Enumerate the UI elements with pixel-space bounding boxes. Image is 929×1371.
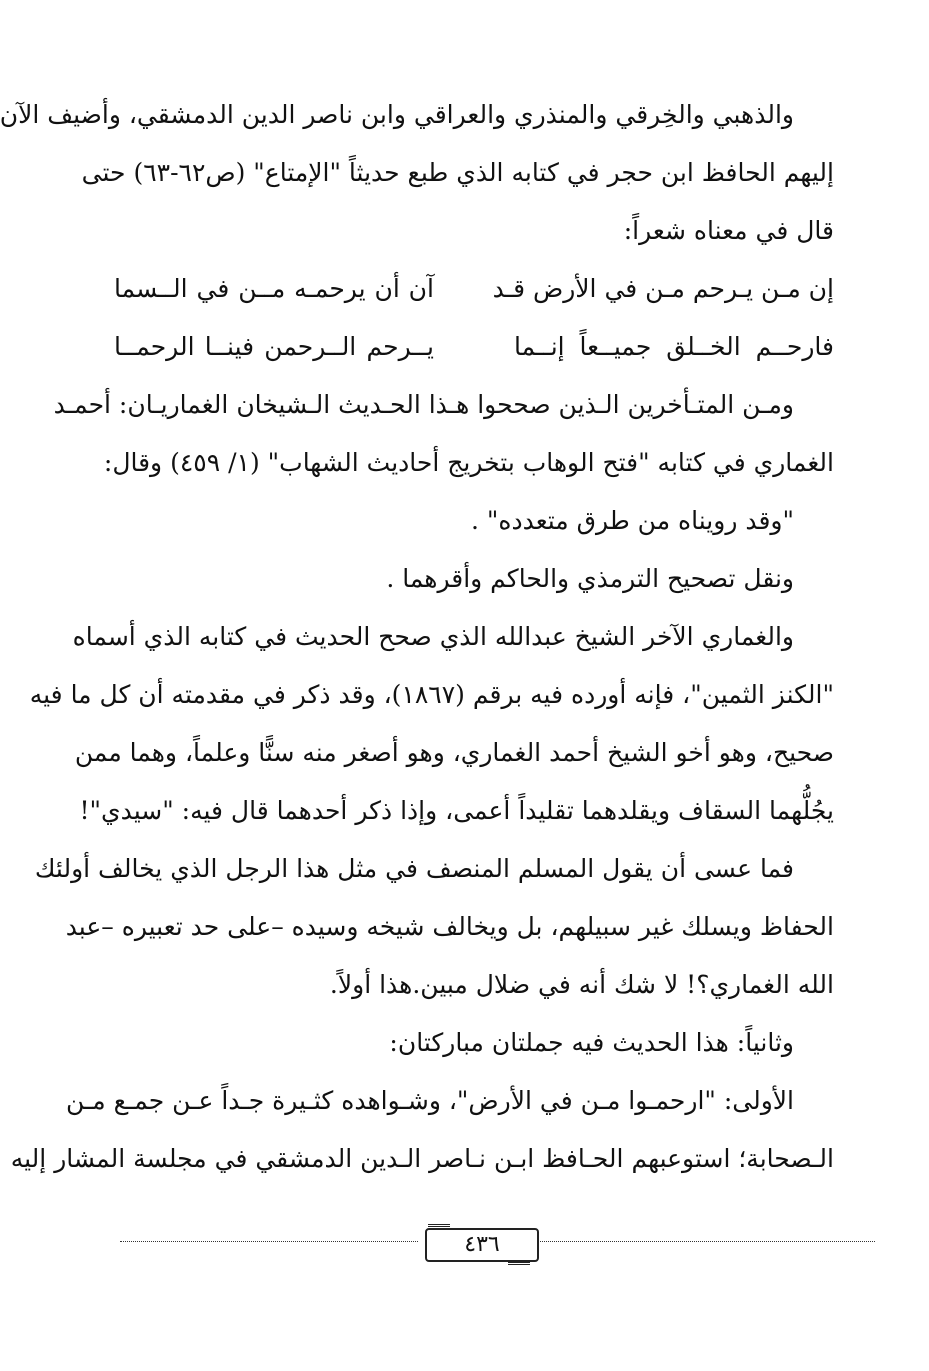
text-line: فما عسى أن يقول المسلم المنصف في مثل هذا الرجل الذي يخالف أولئك [34, 854, 794, 883]
text-line: إليهم الحافظ ابن حجر في كتابه الذي طبع حديثاً "الإمتاع" (ص٦٢-٦٣) حتى [81, 158, 834, 187]
verse-hemistich-left: يــرحم الــرحمن فينــا الرحمــا [114, 332, 434, 361]
page-number: ٤٣٦ [425, 1228, 539, 1262]
poem-verse [114, 332, 834, 390]
page-footer [120, 1228, 875, 1268]
text-line: الأولى: "ارحمـوا مـن في الأرض"، وشـواهده كثـيرة جـداً عـن جمـع مـن [65, 1086, 794, 1115]
text-line: الله الغماري؟! لا شك أنه في ضلال مبين.هذا أولاً. [329, 970, 834, 999]
footer-dotted-rule [540, 1241, 875, 1242]
page-body [0, 100, 834, 1202]
poem-verse [114, 274, 834, 332]
ornament-icon [508, 1262, 530, 1275]
text-line: الـصحابة؛ استوعبهم الحـافظ ابـن نـاصر الـدين الدمشقي في مجلسة المشار إليه [10, 1144, 834, 1173]
verse-hemistich-right: فارحــم الخــلق جميــعاً إنــما [514, 332, 834, 361]
verse-hemistich-left: آن أن يرحمـه مــن في الــسما [114, 274, 434, 303]
verse-hemistich-right: إن مـن يـرحم مـن في الأرض قـد [492, 274, 834, 303]
text-line: ومـن المتـأخرين الـذين صححوا هـذا الحـديث الـشيخان الغماريـان: أحمـد [53, 390, 794, 419]
text-line: "الكنز الثمين"، فإنه أورده فيه برقم (١٨٦٧)، وقد ذكر في مقدمته أن كل ما فيه [29, 680, 834, 709]
text-line: صحيح، وهو أخو الشيخ أحمد الغماري، وهو أصغر منه سنًّا وعلماً، وهما ممن [74, 738, 834, 767]
text-line: الغماري في كتابه "فتح الوهاب بتخريج أحاديث الشهاب" (١/ ٤٥٩) وقال: [103, 448, 834, 477]
text-line: الحفاظ ويسلك غير سبيلهم، بل ويخالف شيخه وسيده –على حد تعبيره –عبد [65, 912, 834, 941]
footer-dotted-rule [120, 1241, 418, 1242]
text-line: ونقل تصحيح الترمذي والحاكم وأقرهما . [386, 564, 794, 593]
text-line: وثانياً: هذا الحديث فيه جملتان مباركتان: [389, 1028, 794, 1057]
text-line: قال في معناه شعراً: [623, 216, 834, 245]
quotation-line: "وقد رويناه من طرق متعدده" . [470, 506, 794, 535]
text-line: يجُلُّهما السقاف ويقلدهما تقليداً أعمى، وإذا ذكر أحدهما قال فيه: "سيدي"! [79, 796, 834, 825]
text-line: والذهبي والخِرقي والمنذري والعراقي وابن ناصر الدين الدمشقي، وأضيف الآن [0, 100, 794, 129]
text-line: والغماري الآخر الشيخ عبدالله الذي صحح الحديث في كتابه الذي أسماه [72, 622, 794, 651]
